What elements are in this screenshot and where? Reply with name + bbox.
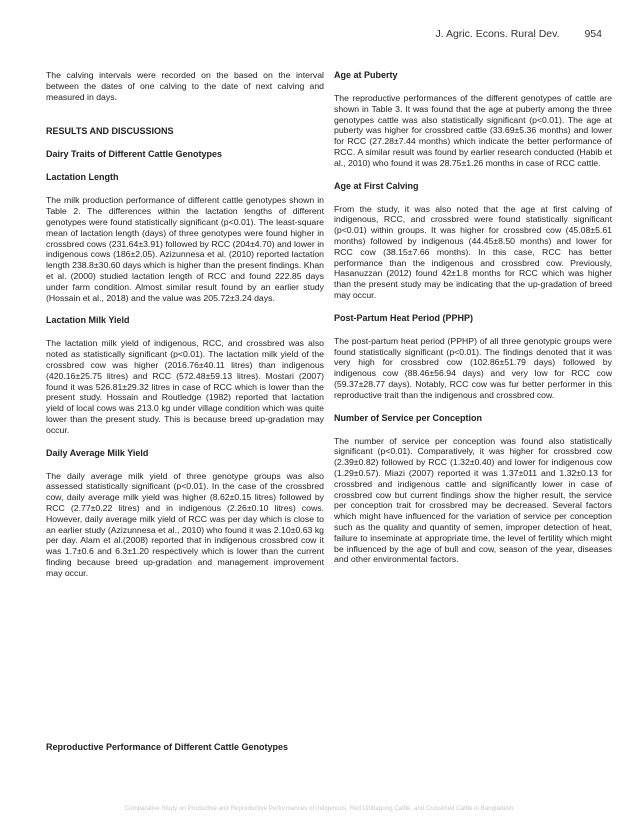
- results-heading: RESULTS AND DISCUSSIONS: [46, 126, 174, 137]
- running-footer: Comparative Study on Productive and Reproductive Performances of Indigenous, Red Chittagong Cattle, and Crossbred Cattle in Bangladesh: [124, 805, 514, 812]
- pphp-paragraph: The post-partum heat period (PPHP) of all three genotypic groups were found statistically significant (p<0.01). The findings denoted that it was very high for crossbred cow (102.86±51.79 days) followed by indigenous cow (88.46±56.94 days) and very low for RCC cow (59.37±28.77 days). Notably, RCC cow was fur better performer in this reproductive trait than the indigenous and crossbred cow.: [334, 335, 612, 400]
- journal-name: J. Agric. Econs. Rural Dev.: [435, 28, 560, 40]
- dairy-traits-heading: Dairy Traits of Different Cattle Genotypes: [46, 149, 223, 160]
- age-at-first-calving-paragraph: From the study, it was also noted that the age at first calving of indigenous, RCC, and crossbred were found statistically significant (p<0.01) within groups. It was higher for crossbred cow (45.08±5.61 months) followed by indigenous (44.45±8.50 months) and lower for RCC cow (38.15±7.66 months). In this case, RCC has better performance than the indigenous and crossbred cow. Previously, Hasanuzzan (2012) found 42±1.8 months for RCC which was higher than the present study may be indicating that the up-gradation of breed may occur.: [334, 203, 612, 300]
- left-column: [46, 70, 324, 591]
- service-per-conception-heading: Number of Service per Conception: [334, 412, 483, 423]
- pphp-heading: Post-Partum Heat Period (PPHP): [334, 312, 474, 323]
- lactation-milk-yield-paragraph: The lactation milk yield of indigenous, RCC, and crossbred was also noted as statistically significant (p<0.01). The lactation milk yield of the crossbred cow was higher (2016.76±40.11 litres) than indigenous (420.16±25.75 litres) and RCC (572.48±59.13 litres). Mostari (2007) found it was 526.81±29.32 litres in case of RCC which is lower than the present study. Hossain and Routledge (1982) reported that lactation yield of local cows was 213.0 kg under village condition which was quite lower than the present study. This is because breed up-gradation may occur.: [46, 338, 324, 435]
- service-per-conception-paragraph: The number of service per conception was found also statistically significant (p<0.01). Comparatively, it was higher for crossbred cow (2.39±0.82) followed by RCC (1.32±0.40) and lower for indigenous cow (1.29±0.57). Miazi (2007) reported it was 1.37±011 and 1.32±0.13 for crossbred and indigenous cattle and significantly lower in case of crossbred cow but current findings show the higher result, the service per conception trait for crossbred may be decreased. Several factors which might have influenced for the variation of service per conception such as the quality and quantity of semen, improper detection of heat, failure to inseminate at appropriate time, the level of fertility which might be influenced by the age of bull and cow, season of the year, diseases and other environmental factors.: [334, 435, 612, 565]
- daily-milk-yield-paragraph: The daily average milk yield of three genotype groups was also assessed statistically significant (p<0.01). In the case of the crossbred cow, daily average milk yield was higher (8.62±0.15 litres) followed by RCC (2.77±0.22 litres) and in indigenous (2.26±0.10 litres) cows. However, daily average milk yield of RCC was per day which is close to an earlier study (Azizunnesa et al., 2010) who found it was 2.10±0.63 kg per day. Alam et al.(2008) reported that in indigenous crossbred cow it was 1.7±0.6 and 6.3±1.20 respectively which is lower than the current finding because breed up-gradation and management improvement may occur.: [46, 470, 324, 578]
- age-at-puberty-paragraph: The reproductive performances of the different genotypes of cattle are shown in Table 3. It was found that the age at puberty among the three genotypes cattle was also statistically significant (p<0.01). The age at puberty was higher for crossbred cattle (33.69±5.36 months) and lower for RCC (27.28±7.44 months) which indicate the better performance of RCC. A similar result was found by earlier research conducted (Habib et al., 2010) who found it was 28.75±1.26 months in case of RCC cattle.: [334, 93, 612, 168]
- right-column: [334, 70, 612, 577]
- running-header: [435, 28, 602, 40]
- intro-paragraph: The calving intervals were recorded on the based on the interval between the dates of one calving to the date of next calving and measured in days.: [46, 70, 324, 102]
- age-at-puberty-heading: Age at Puberty: [334, 70, 398, 80]
- daily-milk-yield-heading: Daily Average Milk Yield: [46, 447, 149, 458]
- page-number: 954: [584, 28, 602, 40]
- lactation-length-heading: Lactation Length: [46, 172, 119, 183]
- lactation-milk-yield-heading: Lactation Milk Yield: [46, 315, 130, 326]
- lactation-length-paragraph: The milk production performance of different cattle genotypes shown in Table 2. The differences within the lactation lengths of different genotypes were found statistically significant (p<0.01). The least-square mean of lactation length (days) of three genotypes were found higher in crossbred cows (231.64±3.91) followed by RCC (204±4.70) and lower in indigenous cows (186±2.05). Azizunnesa et al. (2010) reported lactation length 238.8±30.60 days which is higher than the present findings. Khan et al. (2000) studied lactation length of RCC and found 222.85 days under farm condition. Almost similar result found by an earlier study (Hossain et al., 2018) and the value was 205.72±3.24 days.: [46, 195, 324, 303]
- age-at-first-calving-heading: Age at First Calving: [334, 180, 419, 191]
- reproductive-performance-heading: Reproductive Performance of Different Cattle Genotypes: [46, 742, 289, 752]
